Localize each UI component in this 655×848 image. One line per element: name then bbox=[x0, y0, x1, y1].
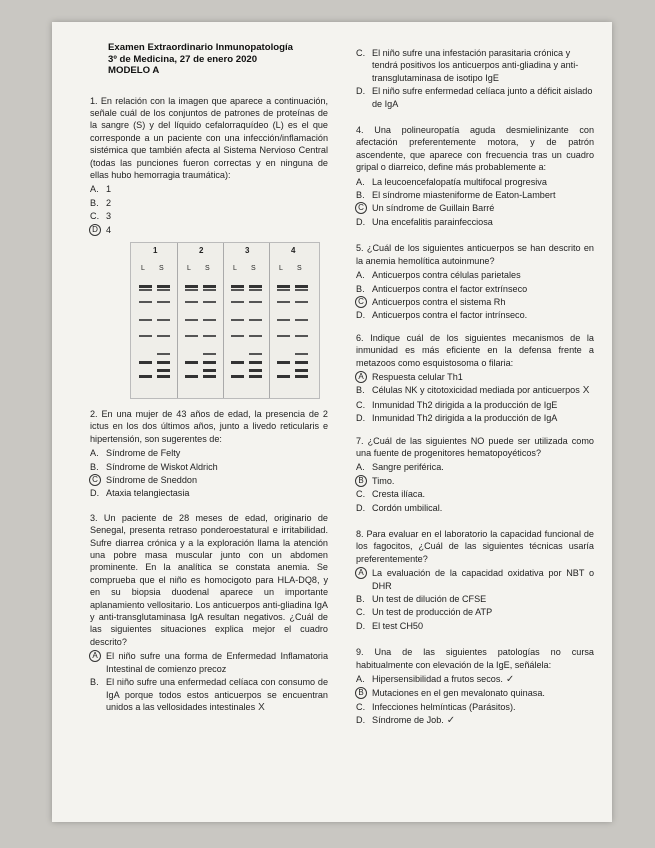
question-6 bbox=[356, 332, 594, 425]
question-4 bbox=[356, 124, 594, 228]
check-mark: ✓ bbox=[446, 715, 456, 727]
question-9 bbox=[356, 646, 594, 727]
gel-band bbox=[231, 301, 244, 303]
option[interactable]: A. Síndrome de Felty bbox=[90, 448, 181, 459]
gel-band bbox=[249, 289, 262, 291]
gel-band bbox=[157, 369, 170, 372]
electrophoresis-figure bbox=[130, 242, 320, 399]
question-2-text: 2. En una mujer de 43 años de edad, la presencia de 2 ictus en los dos últimos años, junto a livedo reticularis e hipertensión, son sugerentes de: bbox=[90, 408, 328, 444]
question-1 bbox=[90, 95, 328, 399]
gel-band bbox=[139, 361, 152, 364]
exam-subtitle: 3º de Medicina, 27 de enero 2020 bbox=[108, 53, 258, 65]
gel-band bbox=[231, 361, 244, 364]
lane-sublabel: S bbox=[159, 264, 164, 272]
option[interactable]: B. Síndrome de Wiskot Aldrich bbox=[90, 461, 218, 472]
option-selected[interactable]: C Un síndrome de Guillain Barré bbox=[356, 202, 594, 214]
lane-divider bbox=[223, 243, 224, 398]
gel-band bbox=[277, 289, 290, 291]
gel-band bbox=[139, 301, 152, 303]
option[interactable]: B. Células NK y citotoxicidad mediada por anticuerpos X bbox=[356, 385, 590, 397]
gel-band bbox=[277, 319, 290, 321]
cross-mark: X bbox=[258, 701, 265, 713]
gel-band bbox=[157, 301, 170, 303]
gel-band bbox=[139, 289, 152, 291]
gel-band bbox=[203, 285, 216, 288]
question-7-options bbox=[356, 461, 594, 514]
gel-band bbox=[249, 319, 262, 321]
gel-band bbox=[295, 353, 308, 355]
option[interactable]: C. El niño sufre una infestación parasitaria crónica y tendrá positivos los anticuerpos anti-gliadina y anti-transglutaminasa de isotipo IgE bbox=[356, 48, 579, 83]
gel-band bbox=[139, 375, 152, 378]
option-selected[interactable]: B Mutaciones en el gen mevalonato quinasa. bbox=[356, 687, 594, 699]
option[interactable]: D. Inmunidad Th2 dirigida a la producción de IgA bbox=[356, 413, 558, 424]
gel-band bbox=[295, 335, 308, 337]
gel-band bbox=[249, 353, 262, 355]
option[interactable]: A. Sangre periférica. bbox=[356, 462, 444, 473]
lane-label: 1 bbox=[153, 245, 158, 255]
question-6-options bbox=[356, 371, 594, 425]
question-8-text: 8. Para evaluar en el laboratorio la capacidad funcional de los fagocitos, ¿Cuál de las siguientes técnicas usaría preferentemente? bbox=[356, 529, 594, 564]
option[interactable]: D. Cordón umbilical. bbox=[356, 502, 443, 513]
option[interactable]: A. Anticuerpos contra células parietales bbox=[356, 270, 521, 281]
lane-sublabel: S bbox=[205, 264, 210, 272]
lane-divider bbox=[269, 243, 270, 398]
lane-label: 2 bbox=[199, 245, 204, 255]
gel-band bbox=[249, 301, 262, 303]
gel-band bbox=[203, 289, 216, 291]
question-3-text: 3. Un paciente de 28 meses de edad, originario de Senegal, presenta retraso ponderoestatural e irritabilidad. Sufre diarrea crónica y a la exploración llama la atención una pobre masa muscular junto con un abdomen prominente. En la analítica se constata anemia. Se comprueba que el niño es homocigoto para HLA-DQ8, y en su biopsia duodenal aparece un importante aplanamiento vellositario. Los anticuerpos anti-gliadina IgA y anti-transglutaminasa IgA resultan negativos. ¿Cuál de las siguientes situaciones explica mejor el cuadro descrito? bbox=[90, 512, 328, 647]
option[interactable]: B. El niño sufre una enfermedad celíaca con consumo de IgA porque todos estos anticuerpos se encuentran unidos a las vellosidades intestinales X bbox=[90, 677, 328, 713]
option[interactable]: B. 2 bbox=[90, 197, 112, 208]
gel-band bbox=[277, 285, 290, 288]
option-selected[interactable]: A El niño sufre una forma de Enfermedad Inflamatoria Intestinal de comienzo precoz bbox=[90, 650, 328, 675]
gel-band bbox=[295, 285, 308, 288]
question-2 bbox=[90, 408, 328, 500]
option[interactable]: A. 1 bbox=[90, 184, 112, 195]
question-8-options bbox=[356, 567, 594, 632]
gel-band bbox=[157, 289, 170, 291]
question-3 bbox=[90, 512, 328, 715]
question-1-options bbox=[90, 183, 328, 236]
lane-label: 4 bbox=[291, 245, 296, 255]
exam-header bbox=[108, 42, 328, 77]
question-8 bbox=[356, 528, 594, 632]
lane-sublabel: L bbox=[233, 264, 237, 272]
gel-band bbox=[249, 375, 262, 378]
lane-sublabel: S bbox=[251, 264, 256, 272]
question-7 bbox=[356, 435, 594, 514]
question-5 bbox=[356, 242, 594, 321]
gel-band bbox=[185, 285, 198, 288]
lane-label: 3 bbox=[245, 245, 250, 255]
question-2-options bbox=[90, 447, 328, 500]
gel-band bbox=[203, 369, 216, 372]
question-5-options bbox=[356, 269, 594, 322]
option[interactable]: B. Un test de dilución de CFSE bbox=[356, 594, 487, 605]
gel-band bbox=[231, 285, 244, 288]
exam-sheet bbox=[52, 22, 612, 822]
gel-band bbox=[277, 301, 290, 303]
option[interactable]: D. Ataxia telangiectasia bbox=[90, 488, 190, 499]
gel-band bbox=[203, 375, 216, 378]
gel-band bbox=[139, 335, 152, 337]
option[interactable]: B. Anticuerpos contra el factor extrínseco bbox=[356, 283, 528, 294]
gel-band bbox=[231, 375, 244, 378]
gel-band bbox=[231, 289, 244, 291]
option[interactable]: C. Cresta ilíaca. bbox=[356, 489, 426, 500]
cross-mark: X bbox=[582, 385, 590, 397]
gel-band bbox=[139, 285, 152, 288]
exam-model: MODELO A bbox=[108, 65, 160, 76]
gel-band bbox=[295, 375, 308, 378]
gel-band bbox=[277, 361, 290, 364]
question-3-options-continued bbox=[356, 47, 594, 110]
lane-sublabel: L bbox=[279, 264, 283, 272]
option-selected[interactable]: C Anticuerpos contra el sistema Rh bbox=[356, 296, 594, 308]
option[interactable]: D. Una encefalitis parainfecciosa bbox=[356, 216, 493, 227]
gel-band bbox=[157, 335, 170, 337]
gel-band bbox=[295, 289, 308, 291]
question-9-options bbox=[356, 673, 594, 728]
option[interactable]: A. Hipersensibilidad a frutos secos. ✓ bbox=[356, 674, 515, 686]
option-selected[interactable]: B Timo. bbox=[356, 475, 594, 487]
gel-band bbox=[249, 369, 262, 372]
gel-band bbox=[231, 319, 244, 321]
gel-band bbox=[231, 335, 244, 337]
gel-band bbox=[203, 301, 216, 303]
left-column bbox=[90, 42, 328, 715]
option-selected[interactable]: D 4 bbox=[90, 224, 328, 236]
option[interactable]: D. Anticuerpos contra el factor intrínseco. bbox=[356, 310, 528, 321]
exam-title: Examen Extraordinario Inmunopatología bbox=[108, 42, 293, 53]
question-7-text: 7. ¿Cuál de las siguientes NO puede ser utilizada como una fuente de progenitores hematopoyéticos? bbox=[356, 435, 594, 458]
lane-sublabel: S bbox=[297, 264, 302, 272]
lane-divider bbox=[177, 243, 178, 398]
option[interactable]: A. La leucoencefalopatía multifocal progresiva bbox=[356, 176, 547, 187]
gel-band bbox=[185, 301, 198, 303]
check-mark: ✓ bbox=[505, 674, 515, 686]
gel-band bbox=[295, 369, 308, 372]
option[interactable]: C. Inmunidad Th2 dirigida a la producción de IgE bbox=[356, 399, 558, 410]
right-column bbox=[356, 46, 594, 729]
gel-band bbox=[203, 319, 216, 321]
gel-band bbox=[295, 301, 308, 303]
gel-band bbox=[203, 353, 216, 355]
gel-band bbox=[157, 361, 170, 364]
gel-band bbox=[185, 289, 198, 291]
option[interactable]: D. El test CH50 bbox=[356, 620, 424, 631]
gel-band bbox=[139, 319, 152, 321]
gel-band bbox=[185, 375, 198, 378]
gel-band bbox=[157, 319, 170, 321]
option[interactable]: C. Infecciones helmínticas (Parásitos). bbox=[356, 701, 516, 712]
gel-band bbox=[157, 285, 170, 288]
option[interactable]: B. El síndrome miasteniforme de Eaton-Lambert bbox=[356, 190, 556, 201]
gel-band bbox=[295, 319, 308, 321]
gel-band bbox=[203, 361, 216, 364]
question-1-text: 1. En relación con la imagen que aparece a continuación, señale cuál de los conjuntos de patrones de proteínas de la sangre (S) y del líquido cefalorraquídeo (L) es el que corresponde a un paciente con una infección/inflamación sistémica que también afecta al Sistema Nervioso Central (todas las punciones fueron correctas y en ninguna de ellas hubo hemorragia traumática): bbox=[90, 95, 328, 180]
option[interactable]: C. 3 bbox=[90, 211, 112, 222]
lane-sublabel: L bbox=[187, 264, 191, 272]
option-selected[interactable]: C Síndrome de Sneddon bbox=[90, 474, 328, 486]
question-5-text: 5. ¿Cuál de los siguientes anticuerpos se han descrito en la anemia hemolítica autoinmune? bbox=[356, 243, 594, 266]
gel-band bbox=[157, 353, 170, 355]
option-selected[interactable]: A Respuesta celular Th1 bbox=[356, 371, 594, 383]
gel-band bbox=[249, 285, 262, 288]
gel-band bbox=[249, 335, 262, 337]
gel-band bbox=[157, 375, 170, 378]
gel-band bbox=[249, 361, 262, 364]
gel-band bbox=[295, 361, 308, 364]
option[interactable]: D. El niño sufre enfermedad celíaca junto a déficit aislado de IgA bbox=[356, 86, 593, 109]
gel-band bbox=[277, 335, 290, 337]
gel-band bbox=[185, 335, 198, 337]
question-6-text: 6. Indique cuál de los siguientes mecanismos de la inmunidad es más eficiente en la defensa frente a metazoos como esquistosoma o filaria: bbox=[356, 332, 594, 368]
gel-band bbox=[277, 375, 290, 378]
option[interactable]: D. Síndrome de Job. ✓ bbox=[356, 715, 456, 727]
lane-sublabel: L bbox=[141, 264, 145, 272]
question-4-text: 4. Una polineuropatía aguda desmielinizante con afectación preferentemente motora, y de patrón ascendente, que aparece con frecuencia tras un cuadro gripal o diarreico, define más probablemente a: bbox=[356, 125, 594, 173]
gel-band bbox=[185, 361, 198, 364]
option-selected[interactable]: A La evaluación de la capacidad oxidativa por NBT o DHR bbox=[356, 567, 594, 592]
gel-band bbox=[203, 335, 216, 337]
option[interactable]: C. Un test de producción de ATP bbox=[356, 607, 493, 618]
question-9-text: 9. Una de las siguientes patologías no cursa habitualmente con elevación de la IgE, señálela: bbox=[356, 647, 594, 670]
question-3-options bbox=[90, 650, 328, 714]
gel-band bbox=[185, 319, 198, 321]
question-4-options bbox=[356, 176, 594, 229]
